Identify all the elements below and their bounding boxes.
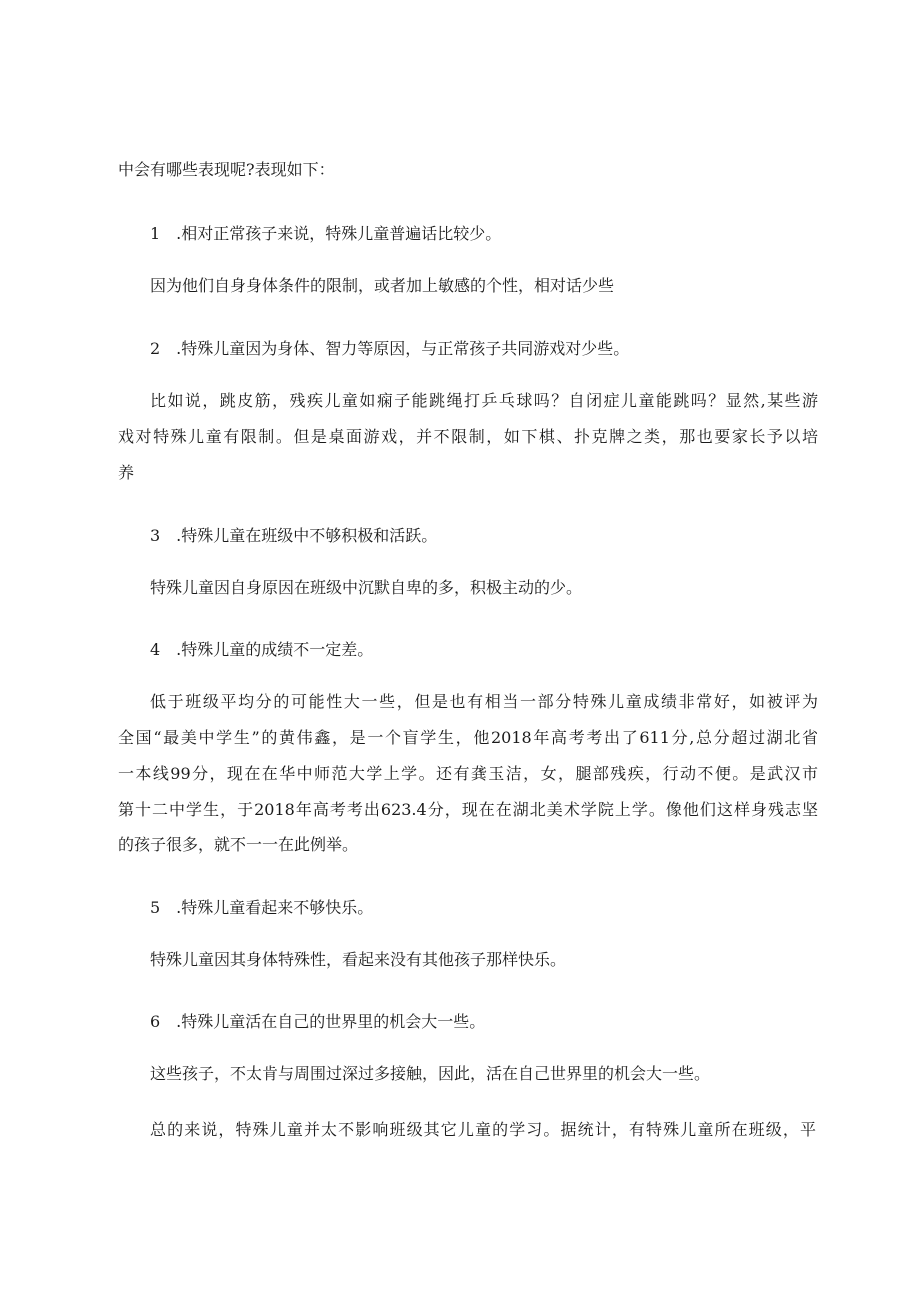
point-1-body: 因为他们自身身体条件的限制，或者加上敏感的个性，相对话少些 xyxy=(150,276,615,295)
point-1-heading: 1 .相对正常孩子来说，特殊儿童普遍话比较少。 xyxy=(150,224,502,243)
point-2-body-line-3: 养 xyxy=(118,463,135,482)
point-6-body: 这些孩子，不太肯与周围过深过多接触，因此，活在自己世界里的机会大一些。 xyxy=(150,1064,711,1083)
point-6-heading: 6 .特殊儿童活在自己的世界里的机会大一些。 xyxy=(150,1012,486,1031)
point-4-body-line-4: 第十二中学生，于2018年高考考出623.4分，现在在湖北美术学院上学。像他们这样身残志坚 xyxy=(118,800,818,819)
point-5-body: 特殊儿童因其身体特殊性，看起来没有其他孩子那样快乐。 xyxy=(150,950,567,969)
point-3-body: 特殊儿童因自身原因在班级中沉默自卑的多，积极主动的少。 xyxy=(150,578,583,597)
point-2-body-line-1: 比如说，跳皮筋，残疾儿童如痫子能跳绳打乒乓球吗？自闭症儿童能跳吗？显然,某些游 xyxy=(150,391,818,410)
point-4-body-line-1: 低于班级平均分的可能性大一些，但是也有相当一部分特殊儿童成绩非常好，如被评为 xyxy=(150,692,818,711)
summary-line: 总的来说，特殊儿童并太不影响班级其它儿童的学习。据统计，有特殊儿童所在班级，平 xyxy=(150,1120,816,1139)
point-4-heading: 4 .特殊儿童的成绩不一定差。 xyxy=(150,640,374,659)
point-3-heading: 3 .特殊儿童在班级中不够积极和活跃。 xyxy=(150,526,438,545)
point-5-heading: 5 .特殊儿童看起来不够快乐。 xyxy=(150,898,374,917)
point-2-heading: 2 .特殊儿童因为身体、智力等原因，与正常孩子共同游戏对少些。 xyxy=(150,339,630,358)
point-4-body-line-2: 全国“最美中学生”的黄伟鑫，是一个盲学生，他2018年高考考出了611分,总分超过湖北省 xyxy=(118,728,818,747)
point-4-body-line-3: 一本线99分，现在在华中师范大学上学。还有龚玉洁，女，腿部残疾，行动不便。是武汉市 xyxy=(118,764,818,783)
point-2-body-line-2: 戏对特殊儿童有限制。但是桌面游戏，并不限制，如下棋、扑克牌之类，那也要家长予以培 xyxy=(118,427,818,446)
point-4-body-line-5: 的孩子很多，就不一一在此例举。 xyxy=(118,835,359,854)
intro-line: 中会有哪些表现呢?表现如下： xyxy=(118,160,335,179)
